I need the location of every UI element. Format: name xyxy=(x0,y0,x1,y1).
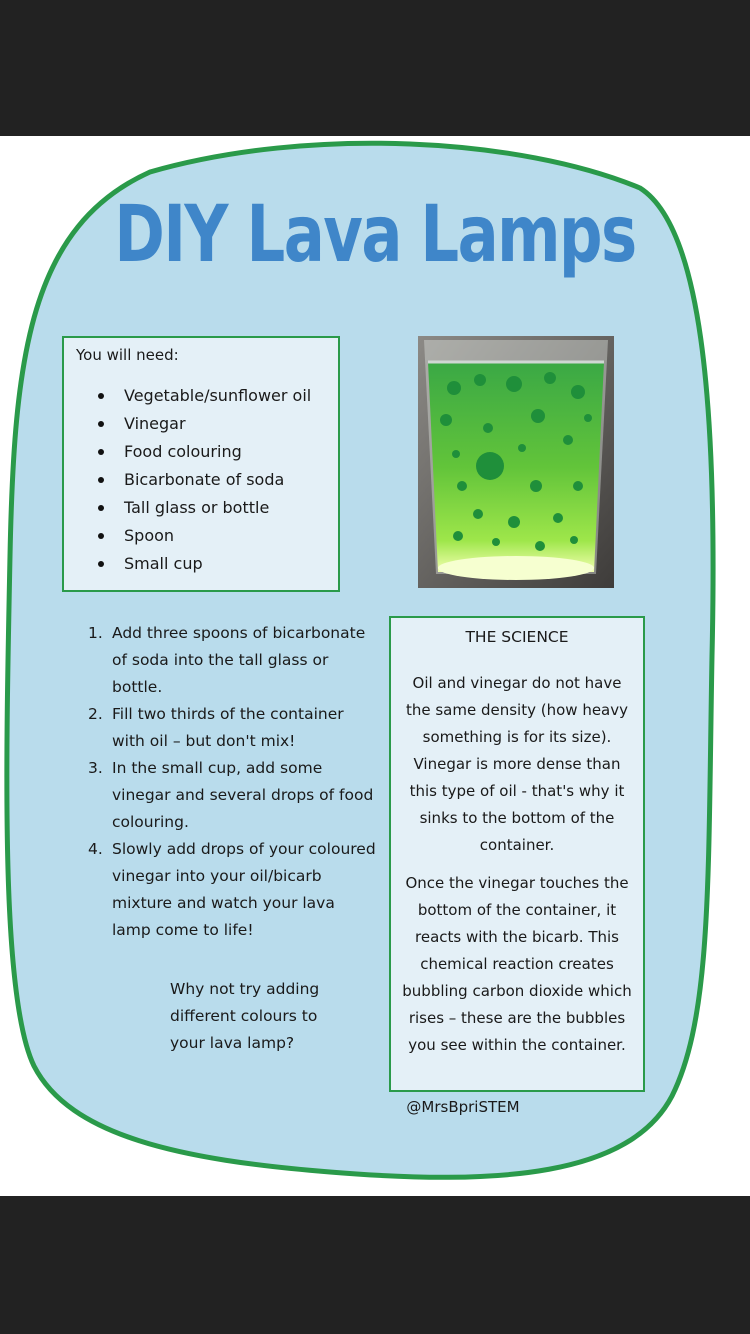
bottom-bar xyxy=(0,1196,750,1334)
step-text: In the small cup, add some vinegar and several drops of food colouring. xyxy=(112,759,374,831)
bullet-icon xyxy=(98,533,104,539)
step-number: 2. xyxy=(88,705,103,723)
science-title: THE SCIENCE xyxy=(465,628,569,646)
needs-item-label: Tall glass or bottle xyxy=(124,498,270,517)
page-title: DIY Lava Lamps xyxy=(114,190,636,280)
list-item xyxy=(98,466,311,494)
list-item xyxy=(98,550,311,578)
list-item xyxy=(88,836,378,944)
top-bar xyxy=(0,0,750,136)
needs-list xyxy=(98,382,311,578)
step-number: 1. xyxy=(88,624,103,642)
needs-item-label: Food colouring xyxy=(124,442,242,461)
list-item xyxy=(98,382,311,410)
step-text: Fill two thirds of the container with oil – but don't mix! xyxy=(112,705,344,750)
list-item xyxy=(88,701,378,755)
list-item xyxy=(88,620,378,701)
steps-list xyxy=(88,620,378,944)
list-item xyxy=(98,438,311,466)
lava-lamp-photo xyxy=(418,336,614,588)
bullet-icon xyxy=(98,477,104,483)
needs-item-label: Small cup xyxy=(124,554,203,573)
step-number: 4. xyxy=(88,840,103,858)
science-box xyxy=(389,616,645,1092)
needs-box xyxy=(62,336,340,592)
step-number: 3. xyxy=(88,759,103,777)
bullet-icon xyxy=(98,449,104,455)
step-text: Slowly add drops of your coloured vinegar into your oil/bicarb mixture and watch your lava lamp come to life! xyxy=(112,840,376,939)
bullet-icon xyxy=(98,561,104,567)
needs-item-label: Vinegar xyxy=(124,414,186,433)
science-paragraph: Once the vinegar touches the bottom of the container, it reacts with the bicarb. This chemical reaction creates bubbling carbon dioxide which rises – these are the bubbles you see within the container. xyxy=(402,874,632,1054)
needs-item-label: Bicarbonate of soda xyxy=(124,470,285,489)
step-text: Add three spoons of bicarbonate of soda into the tall glass or bottle. xyxy=(112,624,366,696)
bullet-icon xyxy=(98,505,104,511)
science-paragraph: Oil and vinegar do not have the same density (how heavy something is for its size). Vinegar is more dense than this type of oil - that's why it sinks to the bottom of the container. xyxy=(405,674,629,854)
poster xyxy=(0,136,750,1196)
needs-item-label: Spoon xyxy=(124,526,175,545)
author-handle: @MrsBpriSTEM xyxy=(406,1098,520,1116)
list-item xyxy=(98,522,311,550)
try-suggestion: Why not try adding different colours to your lava lamp? xyxy=(170,980,320,1052)
list-item xyxy=(98,494,311,522)
bullet-icon xyxy=(98,421,104,427)
needs-heading: You will need: xyxy=(76,346,179,364)
list-item xyxy=(88,755,378,836)
lava-lamp-illustration xyxy=(418,336,614,588)
list-item xyxy=(98,410,311,438)
bullet-icon xyxy=(98,393,104,399)
needs-item-label: Vegetable/sunflower oil xyxy=(124,386,312,405)
